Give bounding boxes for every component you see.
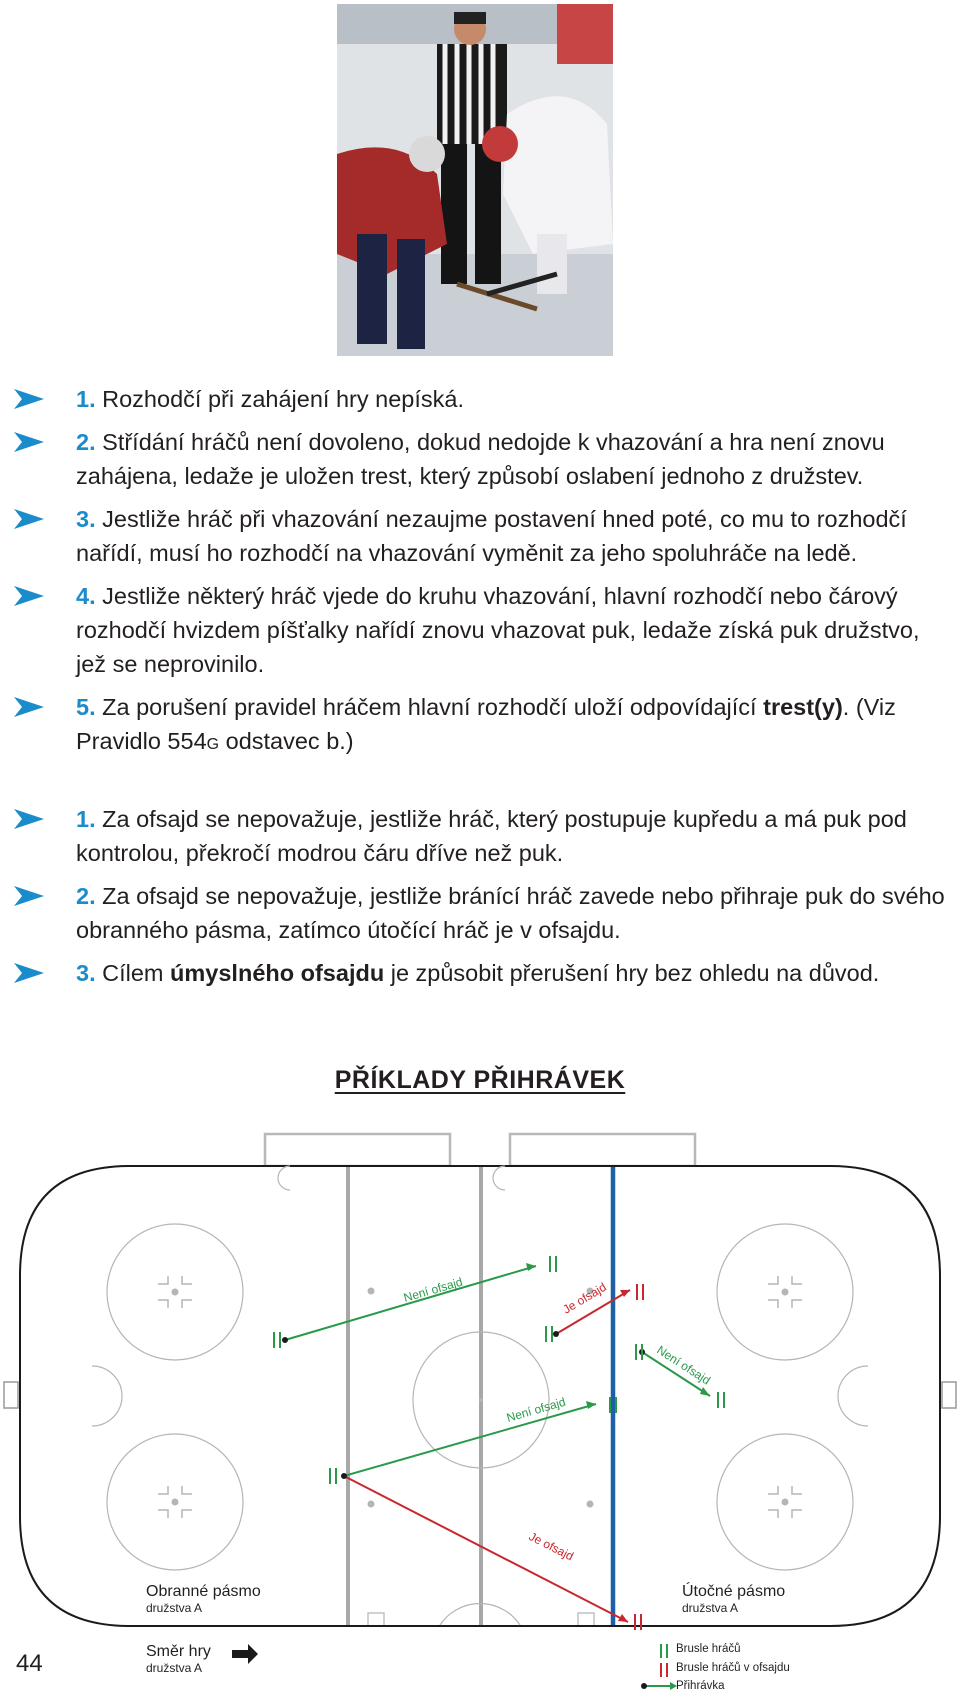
bullet-arrow-icon [14, 509, 44, 529]
pass-label: Není ofsajd [654, 1342, 713, 1388]
rink-diagram [0, 1126, 960, 1696]
pass-label: Je ofsajd [526, 1529, 576, 1564]
list-item: 1. Za ofsajd se nepovažuje, jestliže hráč, který postupuje kupředu a má puk pod kontrolou, překročí modrou čáru dříve než puk. [14, 802, 954, 870]
list-item: 1. Rozhodčí při zahájení hry nepíská. [14, 382, 954, 416]
pass-label: Není ofsajd [401, 1274, 465, 1305]
list-item: 3. Jestliže hráč při vhazování nezaujme postavení hned poté, co mu to rozhodčí nařídí, musí ho rozhodčí na vhazování vyměnit za jeho spoluhráče na ledě. [14, 502, 954, 570]
faceoff-rules-list [14, 382, 954, 771]
attacking-zone-label: Útočné pásmo družstva A [682, 1583, 786, 1615]
list-item: 2. Střídání hráčů není dovoleno, dokud nedojde k vhazování a hra není znovu zahájena, ledaže je uložen trest, který způsobí oslabení jednoho z družstev. [14, 425, 954, 493]
faceoff-photo [337, 4, 613, 356]
list-item: 2. Za ofsajd se nepovažuje, jestliže bránící hráč zavede nebo přihraje puk do svého obranného pásma, zatímco útočící hráč je v ofsajdu. [14, 879, 954, 947]
bullet-arrow-icon [14, 586, 44, 606]
bullet-arrow-icon [14, 886, 44, 906]
section-heading: PŘÍKLADY PŘIHRÁVEK [334, 1066, 626, 1094]
list-item: 5. Za porušení pravidel hráčem hlavní rozhodčí uloží odpovídající trest(y). (Viz Pravidlo 554G odstavec b.) [14, 690, 954, 762]
pass-label: Není ofsajd [504, 1394, 568, 1425]
bullet-arrow-icon [14, 697, 44, 717]
bullet-arrow-icon [14, 432, 44, 452]
page-number: 44 [16, 1650, 43, 1677]
direction-of-play-label: Směr hry družstva A [146, 1643, 211, 1675]
legend-skates-offside: Brusle hráčů v ofsajdu [676, 1662, 790, 1674]
legend-skates: Brusle hráčů [676, 1643, 741, 1655]
defensive-zone-label: Obranné pásmo družstva A [146, 1583, 261, 1615]
legend-pass: Přihrávka [676, 1680, 725, 1692]
offside-rules-list [14, 802, 954, 999]
list-item: 3. Cílem úmyslného ofsajdu je způsobit přerušení hry bez ohledu na důvod. [14, 956, 954, 990]
bullet-arrow-icon [14, 809, 44, 829]
list-item: 4. Jestliže některý hráč vjede do kruhu vhazování, hlavní rozhodčí nebo čárový rozhodčí hvizdem píšťalky nařídí znovu vhazovat puk, ledaže získá puk družstvo, jež se neprovinilo. [14, 579, 954, 681]
bullet-arrow-icon [14, 963, 44, 983]
pass-label: Je ofsajd [560, 1279, 609, 1317]
bullet-arrow-icon [14, 389, 44, 409]
